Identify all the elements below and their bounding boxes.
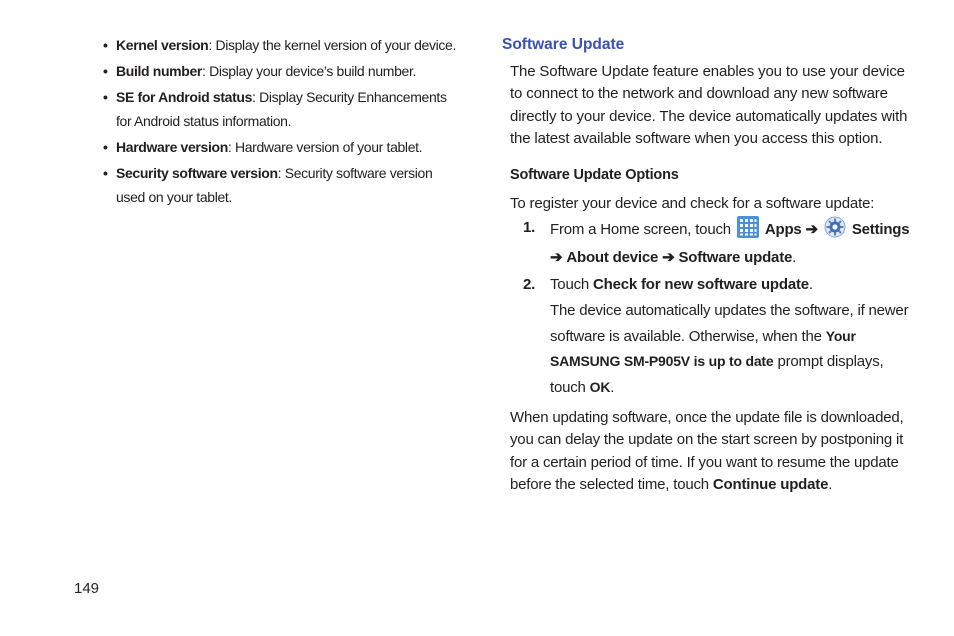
note-text: The device automatically updates the software, if newer software is available. Otherwise, when the: [550, 302, 909, 345]
bullet-item-build: [103, 59, 463, 83]
continue-update-label: Continue update: [712, 476, 829, 494]
bullet-term: Kernel version: [116, 37, 209, 53]
right-column: [502, 33, 912, 496]
ok-label: OK: [589, 378, 611, 395]
options-heading: Software Update Options: [510, 167, 679, 184]
step-number: 2.: [523, 276, 536, 294]
software-update-label: Software update: [678, 249, 793, 267]
apps-label: Apps: [764, 221, 802, 239]
apps-grid-icon: [737, 216, 759, 246]
step-end: .: [792, 249, 797, 267]
note-text-2: prompt displays, touch: [550, 353, 884, 396]
step-text: Touch: [550, 276, 593, 294]
page-number: 149: [74, 580, 100, 597]
bullet-dot: •: [103, 89, 108, 105]
bullet-desc: : Display the kernel version of your device.: [208, 37, 456, 53]
step-end: .: [808, 276, 813, 294]
step-1: [502, 216, 912, 270]
bullet-term: Security software version: [116, 165, 278, 181]
settings-label: Settings: [851, 221, 910, 239]
arrow: ➔: [550, 249, 563, 267]
check-update-label: Check for new software update: [593, 276, 809, 294]
bullet-desc: : Hardware version of your tablet.: [227, 139, 423, 155]
bullet-term: SE for Android status: [116, 89, 253, 105]
settings-gear-icon: [824, 216, 846, 246]
bullet-dot: •: [103, 37, 108, 53]
bullet-item-kernel: [103, 33, 463, 57]
bullet-desc: : Display your device’s build number.: [202, 63, 417, 79]
closing-end: .: [828, 476, 833, 494]
step-text: From a Home screen, touch: [550, 221, 731, 239]
prompt-label: Your SAMSUNG SM-P905V is up to date: [550, 327, 856, 370]
bullet-item-se-android: [103, 85, 463, 133]
bullet-dot: •: [103, 165, 108, 181]
left-column: [103, 33, 463, 211]
bullet-dot: •: [103, 63, 108, 79]
step-2-note: [502, 299, 912, 400]
bullet-item-security-software: [103, 161, 463, 209]
note-end: .: [610, 378, 615, 396]
step-number: 1.: [523, 219, 536, 237]
section-title: Software Update: [502, 36, 625, 53]
bullet-desc: : Security software version used on your tablet.: [116, 165, 433, 205]
bullet-term: Build number: [116, 63, 203, 79]
step-2: [502, 273, 912, 297]
arrow: ➔: [805, 221, 818, 239]
register-text: To register your device and check for a software update:: [510, 195, 875, 213]
arrow: ➔: [662, 249, 675, 267]
bullet-term: Hardware version: [116, 139, 228, 155]
closing-paragraph: [502, 407, 912, 496]
closing-text: When updating software, once the update file is downloaded, you can delay the update on the start screen by postponing it for a certain period of time. If you want to resume the update before the selected time, touch: [510, 409, 904, 494]
about-device-label: About device: [566, 249, 659, 267]
intro-paragraph: The Software Update feature enables you to use your device to connect to the network and download any new software directly to your device. The device automatically updates with the latest available software when you access this option.: [510, 63, 908, 147]
bullet-desc: : Display Security Enhancements for Android status information.: [116, 89, 447, 129]
bullet-item-hardware: [103, 135, 463, 159]
bullet-dot: •: [103, 139, 108, 155]
